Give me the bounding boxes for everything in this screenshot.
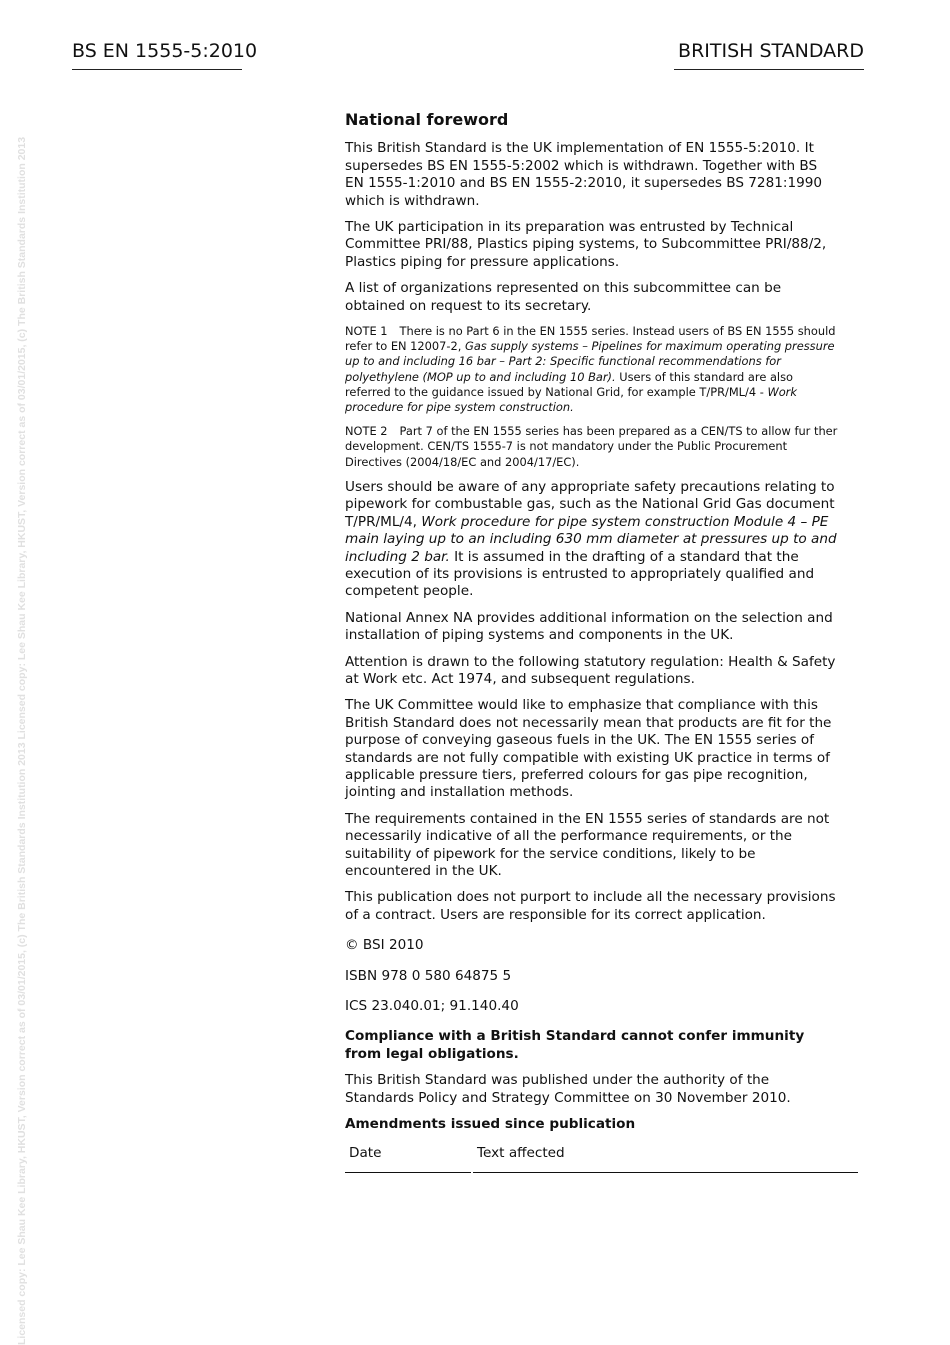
license-watermark: Licensed copy: Lee Shau Kee Library, HKUST, Version correct as of 03/01/2015, (c) The British Standards Institution 2013 Licensed copy: Lee Shau Kee Library, HKUST, Version correct as of 03/01/2015, (c) The British Standards Institution 2013 [16, 136, 28, 1345]
amendments-table [345, 1139, 858, 1172]
amendments-heading: Amendments issued since publication [345, 1116, 636, 1133]
note-1-text-b: Users of this standard are also referred to the guidance issued by National Grid, for example T/PR/ML/4 - [345, 369, 794, 399]
note-1-label: NOTE 1 [345, 324, 388, 339]
table-row [345, 1139, 858, 1172]
paragraph-contract: This publication does not purport to include all the necessary provisions of a contract. Users are responsible for its correct application. [345, 889, 836, 923]
isbn: ISBN 978 0 580 64875 5 [345, 967, 512, 984]
note-1-text-a: There is no Part 6 in the EN 1555 series. Instead users of BS EN 1555 should refer to EN 12007-2, [345, 324, 836, 354]
copyright: © BSI 2010 [345, 937, 424, 954]
paragraph-organizations: A list of organizations represented on this subcommittee can be obtained on request to its secretary. [345, 280, 782, 314]
note-1-italic-a: Gas supply systems – Pipelines for maximum operating pressure up to and including 16 bar – Part 2: Specific functional recommendations for polyethylene (MOP up to and including 10 Bar). [345, 339, 835, 384]
page-title: National foreword [345, 110, 509, 129]
national-foreword [345, 111, 840, 1173]
paragraph-safety [345, 479, 840, 601]
safety-italic: Work procedure for pipe system construction Module 4 – PE main laying up to an including 630 mm diameter at pressures up to and including 2 bar. [345, 513, 837, 565]
note-2-text: Part 7 of the EN 1555 series has been prepared as a CEN/TS to allow fur ther development. CEN/TS 1555-7 is not mandatory under the Public Procurement Directives (2004/18/EC and 2004/17/EC). [345, 424, 838, 469]
paragraph-implementation: This British Standard is the UK implementation of EN 1555-5:2010. It supersedes BS EN 1555-5:2002 which is withdrawn. Together with BS EN 1555-1:2010 and BS EN 1555-2:2010, it supersedes BS 7281:1990 which is withdrawn. [345, 140, 823, 209]
column-header-date: Date [345, 1139, 472, 1172]
column-header-text-affected: Text affected [472, 1139, 858, 1172]
note-2 [345, 424, 840, 470]
note-1 [345, 324, 840, 415]
paragraph-uk-committee: The UK Committee would like to emphasize that compliance with this British Standard does not necessarily mean that products are fit for the purpose of conveying gaseous fuels in the UK. The EN 1555 series of standards are not fully compatible with existing UK practice in terms of applicable pressure tiers, preferred colours for gas pipe recognition, jointing and installation methods. [345, 697, 832, 801]
paragraph-regulation: Attention is drawn to the following statutory regulation: Health & Safety at Work etc. Act 1974, and subsequent regulations. [345, 653, 836, 687]
compliance-statement: Compliance with a British Standard cannot confer immunity from legal obligations. [345, 1028, 805, 1062]
standard-number-header: BS EN 1555-5:2010 [72, 40, 242, 70]
note-2-label: NOTE 2 [345, 424, 388, 439]
british-standard-header: BRITISH STANDARD [674, 40, 864, 70]
publication-authority: This British Standard was published under the authority of the Standards Policy and Strategy Committee on 30 November 2010. [345, 1072, 791, 1106]
paragraph-requirements: The requirements contained in the EN 1555 series of standards are not necessarily indicative of all the performance requirements, or the suitability of pipework for the service conditions, likely to be encountered in the UK. [345, 810, 830, 880]
paragraph-participation: The UK participation in its preparation was entrusted by Technical Committee PRI/88, Plastics piping systems, to Subcommittee PRI/88/2, Plastics piping for pressure applications. [345, 219, 827, 270]
paragraph-national-annex: National Annex NA provides additional information on the selection and installation of piping systems and components in the UK. [345, 609, 833, 644]
safety-text-b: It is assumed in the drafting of a standard that the execution of its provisions is entrusted to appropriately qualified and competent people. [345, 548, 815, 600]
safety-text-a: Users should be aware of any appropriate safety precautions relating to pipework for combustable gas, such as the National Grid Gas document T/PR/ML/4, [345, 478, 835, 530]
ics-codes: ICS 23.040.01; 91.140.40 [345, 998, 519, 1015]
note-1-italic-b: Work procedure for pipe system construction. [345, 384, 797, 415]
